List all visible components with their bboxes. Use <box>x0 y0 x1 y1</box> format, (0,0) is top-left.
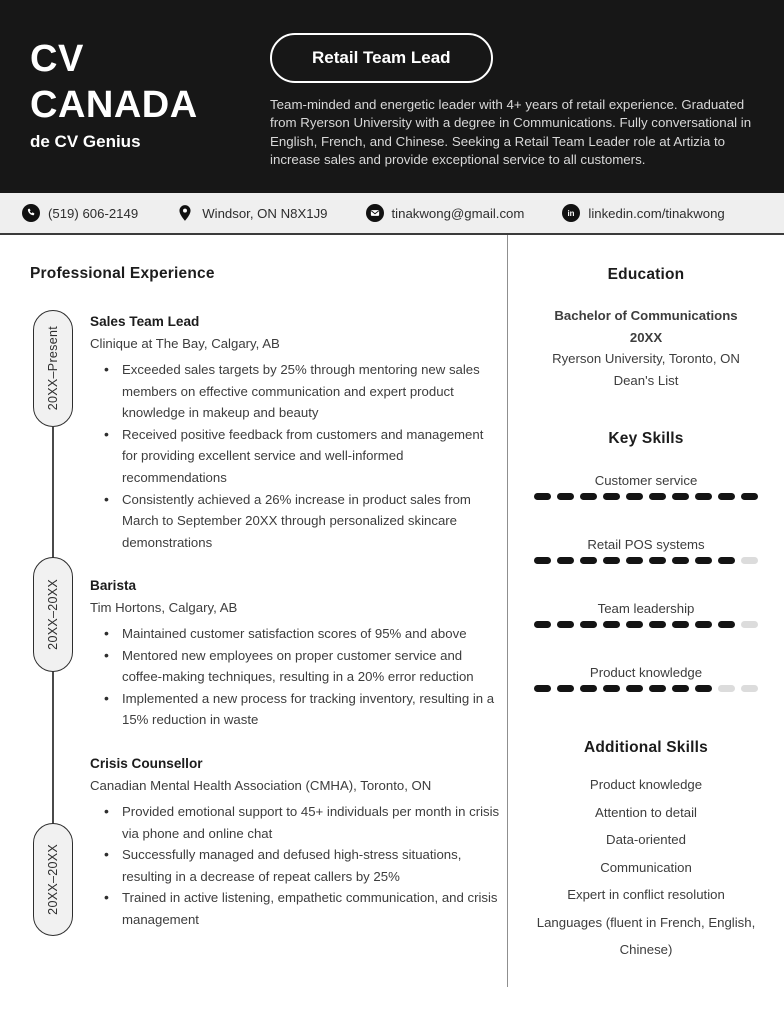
job-title: Crisis Counsellor <box>90 756 203 771</box>
skill-dash <box>718 621 736 628</box>
skill-bar-product-knowledge <box>508 685 784 692</box>
contact-phone-text: (519) 606-2149 <box>48 205 139 221</box>
job-entry-barista <box>90 575 502 731</box>
job-bullet: • Exceeded sales targets by 25% through mentoring new sales members on effective communication and expert product knowledge in makeup and beauty <box>90 359 502 424</box>
envelope-icon <box>366 204 384 222</box>
skill-dash <box>672 621 690 628</box>
job-bullet-list <box>90 623 502 731</box>
job-entry-sales-team-lead <box>90 311 502 553</box>
skill-dash <box>580 621 598 628</box>
skill-dash <box>603 493 621 500</box>
skill-dash <box>649 621 667 628</box>
location-pin-icon <box>176 204 194 222</box>
skill-dash <box>557 621 575 628</box>
contact-email[interactable] <box>366 204 525 222</box>
job-bullet: • Provided emotional support to 45+ individuals per month in crisis via phone and online chat <box>90 801 502 844</box>
date-pill-label: 20XX–Present <box>46 326 60 411</box>
skill-dash <box>672 685 690 692</box>
date-pill-job-3 <box>33 823 73 936</box>
job-bullet: • Mentored new employees on proper customer service and coffee-making techniques, resulting in a 20% error reduction <box>90 645 502 688</box>
skill-dash <box>741 557 759 564</box>
education-heading: Education <box>607 266 685 283</box>
header <box>0 0 784 193</box>
additional-skill-item: Communication <box>600 859 692 875</box>
additional-skill-item: Data-oriented <box>606 832 686 847</box>
job-bullet: • Consistently achieved a 26% increase in product sales from March to September 20XX through personalized skincare demonstrations <box>90 489 502 554</box>
skill-dash <box>695 685 713 692</box>
skill-dash <box>741 493 759 500</box>
contact-phone[interactable] <box>22 204 138 222</box>
additional-skills-list <box>508 771 784 964</box>
contact-location-text: Windsor, ON N8X1J9 <box>202 205 328 221</box>
logo-subtitle: de CV Genius <box>30 132 141 151</box>
skill-dash <box>695 621 713 628</box>
skill-dash <box>718 685 736 692</box>
skill-label-product-knowledge: Product knowledge <box>589 665 703 680</box>
education-honor: Dean's List <box>613 372 679 388</box>
skill-dash <box>649 557 667 564</box>
additional-skills-heading: Additional Skills <box>584 739 708 756</box>
brand-logo <box>30 36 198 152</box>
skill-dash <box>580 493 598 500</box>
education-degree: Bachelor of Communications <box>554 308 738 323</box>
key-skills-heading: Key Skills <box>608 430 684 447</box>
job-bullet: • Successfully managed and defused high-stress situations, resulting in a decrease of repeat callers by 25% <box>90 844 502 887</box>
profile-summary: Team-minded and energetic leader with 4+ years of retail experience. Graduated from Ryerson University with a degree in Communications. Fully conversational in English, French, and Chinese. Seeking a Retail Team Leader role at Artizia to increase sales and provide exceptional service to all customers. <box>270 97 752 168</box>
skill-label-retail-pos-systems: Retail POS systems <box>587 537 705 552</box>
contact-location <box>176 204 327 222</box>
logo-line2: CANADA <box>30 84 198 126</box>
job-bullet: • Maintained customer satisfaction scores of 95% and above <box>90 623 502 645</box>
job-company: Canadian Mental Health Association (CMHA), Toronto, ON <box>90 777 432 793</box>
job-bullet-list <box>90 801 502 931</box>
additional-skill-item: Attention to detail <box>595 804 697 820</box>
job-bullet: • Received positive feedback from customers and management for providing excellent service and well-informed recommendations <box>90 424 502 489</box>
skill-dash <box>603 685 621 692</box>
date-pill-label: 20XX–20XX <box>46 844 60 915</box>
job-company: Tim Hortons, Calgary, AB <box>90 599 238 615</box>
skill-dash <box>718 557 736 564</box>
header-right <box>270 33 764 170</box>
svg-text:in: in <box>567 209 575 219</box>
skill-bar-team-leadership <box>508 621 784 628</box>
additional-skill-item: Expert in conflict resolution <box>567 887 725 902</box>
skill-dash <box>534 685 552 692</box>
skill-dash <box>580 685 598 692</box>
logo-line1: CV <box>30 38 84 80</box>
skill-dash <box>695 557 713 564</box>
job-title: Barista <box>90 578 137 593</box>
education-school: Ryerson University, Toronto, ON <box>552 351 740 366</box>
skill-dash <box>672 493 690 500</box>
skill-bar-retail-pos-systems <box>508 557 784 564</box>
skill-dash <box>718 493 736 500</box>
skill-dash <box>626 685 644 692</box>
skill-dash <box>741 621 759 628</box>
job-entry-crisis-counsellor <box>90 753 502 931</box>
job-bullet: • Trained in active listening, empathetic communication, and crisis management <box>90 887 502 930</box>
skill-label-customer-service: Customer service <box>594 473 698 488</box>
job-company: Clinique at The Bay, Calgary, AB <box>90 335 280 351</box>
additional-skill-item: Product knowledge <box>589 777 703 792</box>
skill-dash <box>626 557 644 564</box>
education-entry <box>508 305 784 391</box>
skill-dash <box>557 557 575 564</box>
skill-dash <box>695 493 713 500</box>
skill-bar-customer-service <box>508 493 784 500</box>
experience-heading: Professional Experience <box>30 265 215 282</box>
skill-dash <box>603 557 621 564</box>
skill-dash <box>534 621 552 628</box>
skill-dash <box>603 621 621 628</box>
skill-dash <box>580 557 598 564</box>
education-year: 20XX <box>629 329 663 345</box>
contact-linkedin-text: linkedin.com/tinakwong <box>588 205 725 221</box>
phone-icon <box>22 204 40 222</box>
skill-dash <box>626 493 644 500</box>
job-bullet-list <box>90 359 502 553</box>
skill-dash <box>649 685 667 692</box>
job-title: Sales Team Lead <box>90 314 200 329</box>
main-content <box>0 235 784 1014</box>
date-pill-label: 20XX–20XX <box>46 579 60 650</box>
contact-email-text: tinakwong@gmail.com <box>391 205 525 221</box>
skill-dash <box>534 493 552 500</box>
skill-dash <box>672 557 690 564</box>
skill-dash <box>626 621 644 628</box>
skill-dash <box>741 685 759 692</box>
job-title-badge: Retail Team Lead <box>270 33 493 83</box>
sidebar-column <box>508 235 784 1014</box>
contact-bar <box>0 193 784 235</box>
skill-dash <box>649 493 667 500</box>
date-pill-job-2 <box>33 557 73 672</box>
job-bullet: • Implemented a new process for tracking inventory, resulting in a 15% reduction in waste <box>90 688 502 731</box>
skill-dash <box>534 557 552 564</box>
contact-linkedin[interactable] <box>562 204 724 222</box>
linkedin-icon <box>562 204 580 222</box>
skill-dash <box>557 493 575 500</box>
additional-skill-item: Languages (fluent in French, English, Chinese) <box>536 914 756 957</box>
skill-label-team-leadership: Team leadership <box>597 601 695 616</box>
skill-dash <box>557 685 575 692</box>
date-pill-job-1 <box>33 310 73 427</box>
